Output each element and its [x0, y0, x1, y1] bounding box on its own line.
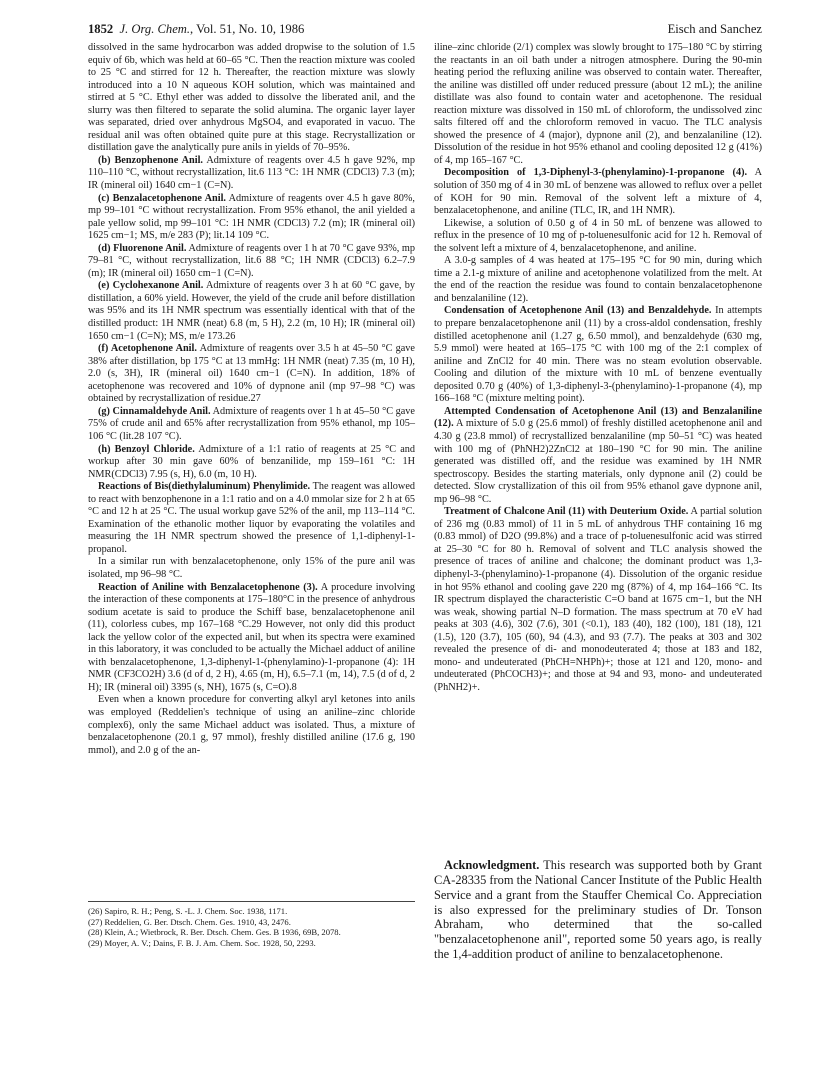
paragraph-text: Admixture of a 1:1 ratio of reagents at 25 °C and workup after 30 min gave 60% of benzanilide, mp 159–161 °C: 1H NMR(CDCl3) 7.95 (s, H), 6.0 (m, 10 H). [88, 443, 415, 480]
footnote-rule [88, 901, 415, 902]
footnote: (28) Klein, A.; Wietbrock, R. Ber. Dtsch. Chem. Ges. B 1936, 69B, 2078. [88, 927, 341, 938]
footnote: (29) Moyer, A. V.; Dains, F. B. J. Am. Chem. Soc. 1928, 50, 2293. [88, 937, 316, 948]
left-column [88, 42, 415, 757]
paragraph [88, 481, 415, 556]
paragraph [88, 280, 415, 343]
paragraph-text: Likewise, a solution of 0.50 g of 4 in 50 mL of benzene was allowed to reflux in the presence of 10 mg of p-toluenesulfonic acid for 12 h. Removal of the solvent left a mixture of 4, benzalacetophenone, and aniline. [434, 217, 762, 254]
paragraph-text: Admixture of reagents over 1 h at 70 °C gave 93%, mp 79–81 °C, without recrystallization, lit.6 88 °C; 1H NMR (CDCl3) 6.2–7.9 (m); IR (mineral oil) 1650 cm−1 (C=N). [88, 242, 416, 279]
paragraph [88, 556, 415, 581]
section-heading: Decomposition of 1,3-Diphenyl-3-(phenylamino)-1-propanone (4). [444, 167, 748, 179]
paragraph-text: A procedure involving the interaction of these components at 175–180°C in the presence of anhydrous sodium acetate is said to produce the Schiff base, benzalacetophenone anil (11), colorless cubes, mp 167–168 °C.29 However, not only did this product lack the yellow color of the expected anil, but when its spectra were examined in this laboratory, it was concluded to be actually the Michael adduct of aniline with benzalacetophenone, 1,3-diphenyl-1-(phenylamino)-1-propanone (4): 1H NMR (CF3CO2H) 3.6 (d of d, 2 H), 4.65 (m, H), 6.5–7.1 (m, 14), 7.5 (d of d, 2 H); IR (mineral oil) 3395 (s, NH), 1675 (s, C=O).8 [88, 581, 415, 693]
paragraph-text: In attempts to prepare benzalacetophenone anil (11) by a cross-aldol condensation, freshly distilled acetophenone anil (1.27 g, 6.50 mmol), and benzaldehyde (630 mg, 5.9 mmol) were heated at 165–175 °C with 100 mg of the 2:1 complex of aniline and ZnCl2 for 40 min. There was no steam evolution observable. Cooling and dilution of the mixture with 10 mL of benzene eventually deposited 0.70 g (40%) of 1,3-diphenyl-3-(phenylamino)-1-propanone (4), mp 166–168 °C (mixture melting point). [434, 305, 762, 405]
paragraph-text: Admixture of reagents over 1 h at 45–50 °C gave 75% of crude anil and 65% after recrystallization from 95% ethanol, mp 105–106 °C (lit.28 107 °C). [88, 405, 415, 442]
section-heading: Attempted Condensation of Acetophenone Anil (13) and Benzalaniline (12). [434, 405, 762, 430]
acknowledgment-heading: Acknowledgment. [444, 858, 540, 872]
paragraph [88, 444, 415, 482]
paragraph [88, 42, 415, 155]
paragraph [88, 406, 415, 444]
paragraph-text: dissolved in the same hydrocarbon was added dropwise to the solution of 1.5 equiv of 6b, which was held at 60–65 °C. Then the reaction mixture was cooled to 25 °C and stirred for 12 h. Thereafter, the reaction mixture was slowly introduced into a 10 N aqueous KOH solution, which was maintained and stirred at 5 °C. Ethyl ether was added to dissolve the liberated anil, and the slurry was then filtered to separate the solid alumina. The organic layer layer was separated, dried over anhydrous MgSO4, and evaporated in vacuo. The residual anil was often obtained quite pure at this stage. Recrystallization or distillation gave the analytically pure anils in yields of 70–95%. [88, 42, 415, 154]
paragraph-text: A 3.0-g samples of 4 was heated at 175–195 °C for 90 min, during which time a 2.1-g mixture of aniline and acetophenone volatilized from the melt. At the end of the reaction the residue was found to contain benzalacetophenone and benzalaniline (12). [434, 255, 762, 304]
paragraph [88, 694, 415, 757]
page-number: 1852 [88, 22, 114, 36]
paragraph [434, 42, 762, 167]
section-heading: Reactions of Bis(diethylaluminum) Phenylimide. [98, 481, 311, 493]
paragraph [88, 155, 415, 193]
paragraph [88, 243, 415, 281]
section-heading: (h) Benzoyl Chloride. [98, 443, 195, 455]
paragraph-text: Even when a known procedure for converting alkyl aryl ketones into anils was employed (Reddelien's technique of using an aniline–zinc chloride complex6), only the same Michael adduct was isolated. Thus, a mixture of benzalacetophenone (20.1 g, 97 mmol), freshly distilled aniline (17.6 g, 190 mmol), and 2.0 g of the an- [88, 694, 415, 756]
section-heading: (c) Benzalacetophenone Anil. [98, 192, 226, 204]
section-heading: (b) Benzophenone Anil. [98, 154, 203, 166]
paragraph-text: iline–zinc chloride (2/1) complex was slowly brought to 175–180 °C by stirring the reactants in an oil bath under a nitrogen atmosphere. During the 90-min heating period the refluxing aniline was observed to contain water. Thereafter, the aniline was distilled off under reduced pressure (about 12 mL); the aniline distillate was also found to contain water and acetophenone. The residual reaction mixture was dissolved in 150 mL of chloroform, the undissolved zinc salts filtered off and the chloroform removed in vacuo. The TLC analysis showed the presence of 4 (major), dypnone anil (2), and benzalaniline (12). Dissolution of the residue in hot 95% ethanol and cooling deposited 12 g (41%) of 4, mp 165–167 °C. [434, 42, 762, 166]
paragraph [88, 343, 415, 406]
paragraph [88, 193, 415, 243]
section-heading: (d) Fluorenone Anil. [98, 242, 187, 254]
paragraph-text: In a similar run with benzalacetophenone, only 15% of the pure anil was isolated, mp 96–98 °C. [88, 556, 415, 580]
paragraph-text: Admixture of reagents over 3.5 h at 45–50 °C gave 38% after distillation, bp 175 °C at 13 mmHg: 1H NMR (neat) 7.35 (m, 10 H), 2.0 (s, 3H), IR (mineral oil) 1640 cm−1 (C=N). In addition, 18% of acetophenone was recovered and 10% of dypnone anil (mp 97–98 °C) was obtained by recrystallization of residue.27 [88, 343, 415, 405]
acknowledgment-text: This research was supported both by Grant CA-28335 from the National Cancer Institute of the Public Health Service and a grant from the Stauffer Chemical Co. Appreciation is also expressed for the preliminary studies of Dr. Tonson Abraham, who determined that the so-called "benzalacetophenone anil", reported some 50 years ago, is really the 1,4-addition product of aniline to benzalacetophenone. [434, 858, 762, 962]
paragraph-text: A mixture of 5.0 g (25.6 mmol) of freshly distilled acetophenone anil and 4.30 g (23.8 mmol) of recrystallized benzalaniline (mp 50–51 °C) was heated with 100 mg of (PhNH2)2ZnCl2 at 180–190 °C for 90 min. The aniline generated was distilled off, and the residue was examined by 1H NMR spectroscopy. Besides the starting materials, only dypnone anil (2) could be detected. Slow crystallization of this oil from 95% ethanol gave dypnone anil, mp 96–98 °C. [434, 418, 762, 505]
paragraph-text: A solution of 350 mg of 4 in 30 mL of benzene was allowed to reflux over a pellet of KOH for 90 min. Removal of the solvent left a mixture of 4, benzalacetophenone, and aniline (TLC, IR, and 1H NMR). [434, 167, 762, 217]
acknowledgment [434, 858, 762, 962]
section-heading: Treatment of Chalcone Anil (11) with Deuterium Oxide. [444, 506, 689, 518]
footnotes [88, 901, 415, 948]
section-heading: Condensation of Acetophenone Anil (13) and Benzaldehyde. [444, 305, 712, 317]
right-column [434, 42, 762, 694]
header-left [88, 19, 304, 39]
section-heading: Reaction of Aniline with Benzalacetophenone (3). [98, 581, 318, 593]
paragraph [88, 582, 415, 695]
paragraph-text: Admixture of reagents over 4.5 h gave 80%, mp 99–101 °C without recrystallization. From 95% ethanol, the anil yielded a pale yellow solid, mp 99–101 °C: 1H NMR (CDCl3) 7.2 (m); IR (mineral oil) 1625 cm−1; MS, m/e 283 (P); lit.14 109 °C. [88, 192, 415, 242]
paragraph [434, 305, 762, 405]
footnote: (27) Reddelien, G. Ber. Dtsch. Chem. Ges. 1910, 43, 2476. [88, 916, 291, 927]
paragraph [434, 506, 762, 694]
paragraph [434, 218, 762, 256]
section-heading: (g) Cinnamaldehyde Anil. [98, 405, 211, 417]
author-names: Eisch and Sanchez [667, 22, 762, 36]
section-heading: (f) Acetophenone Anil. [98, 343, 197, 355]
footnote: (26) Sapiro, R. H.; Peng, S. -L. J. Chem. Soc. 1938, 1171. [88, 906, 288, 916]
volume-info: , Vol. 51, No. 10, 1986 [190, 22, 305, 36]
paragraph [434, 406, 762, 506]
running-header [88, 19, 762, 39]
paragraph-text: The reagent was allowed to react with benzophenone in a 1:1 ratio and on a 4.0 mmolar size for 2 h at 65 °C and 12 h at 25 °C. The usual workup gave 52% of the anil, mp 113–114 °C. Examination of the ethanolic mother liquor by evaporating the volatiles and measuring the 1H NMR spectrum showed the presence of 1,1-diphenyl-1-propanol. [88, 481, 415, 555]
paragraph [434, 167, 762, 217]
paragraph-text: Admixture of reagents over 4.5 h gave 92%, mp 110–110 °C, without recrystallization, lit.6 113 °C: 1H NMR (CDCl3) 7.3 (m); IR (mineral oil) 1640 cm−1 (C=N). [88, 154, 415, 192]
journal-name: J. Org. Chem. [119, 22, 191, 36]
section-heading: (e) Cyclohexanone Anil. [98, 280, 204, 292]
paragraph-text: A partial solution of 236 mg (0.83 mmol) of 11 in 5 mL of anhydrous THF containing 16 mg (0.83 mmol) of D2O (99.8%) and a trace of p-toluenesulfonic acid was stirred at 25–30 °C for 80 h. Removal of solvent and TLC analysis showed the presence of traces of aniline and chalcone; the dominant product was 1,3-diphenyl-3-(phenylamino)-1-propanone (4). Dissolution of the organic residue in hot 95% ethanol and cooling gave 220 mg (87%) of 4, mp 164–166 °C. Its IR spectrum displayed the characteristic C=O band at 1675 cm−1, but the NH was weak, showing partial N–D formation. The mass spectrum at 70 eV had peaks at 303 (4.6), 302 (7.6), 301 (<0.1), 183 (40), 182 (100), 181 (18), 121 (1.5), 120 (3.7), 105 (60), 94 (4.3), and 93 (7.7). The peaks at 303 and 302 revealed the presence of di- and monodeuterated 4; those at 183 and 182, mono- and undeuterated (PhCH=NHPh)+; those at 121 and 120, mono- and undeuterated (PhCOCH3)+; and those at 94 and 93, mono- and undeuterated (PhNH2)+. [434, 506, 762, 693]
paragraph [434, 255, 762, 305]
paragraph-text: Admixture of reagents over 3 h at 60 °C gave, by distillation, a 60% yield. However, the yield of the crude anil before distillation was 95% and its 1H NMR spectrum was essentially identical with that of the distilled product: 1H NMR (neat) 6.8 (m, 5 H), 2.2 (m, 10 H); IR (mineral oil) 1650 cm−1 (C=N); MS, m/e 173.26 [88, 280, 415, 342]
